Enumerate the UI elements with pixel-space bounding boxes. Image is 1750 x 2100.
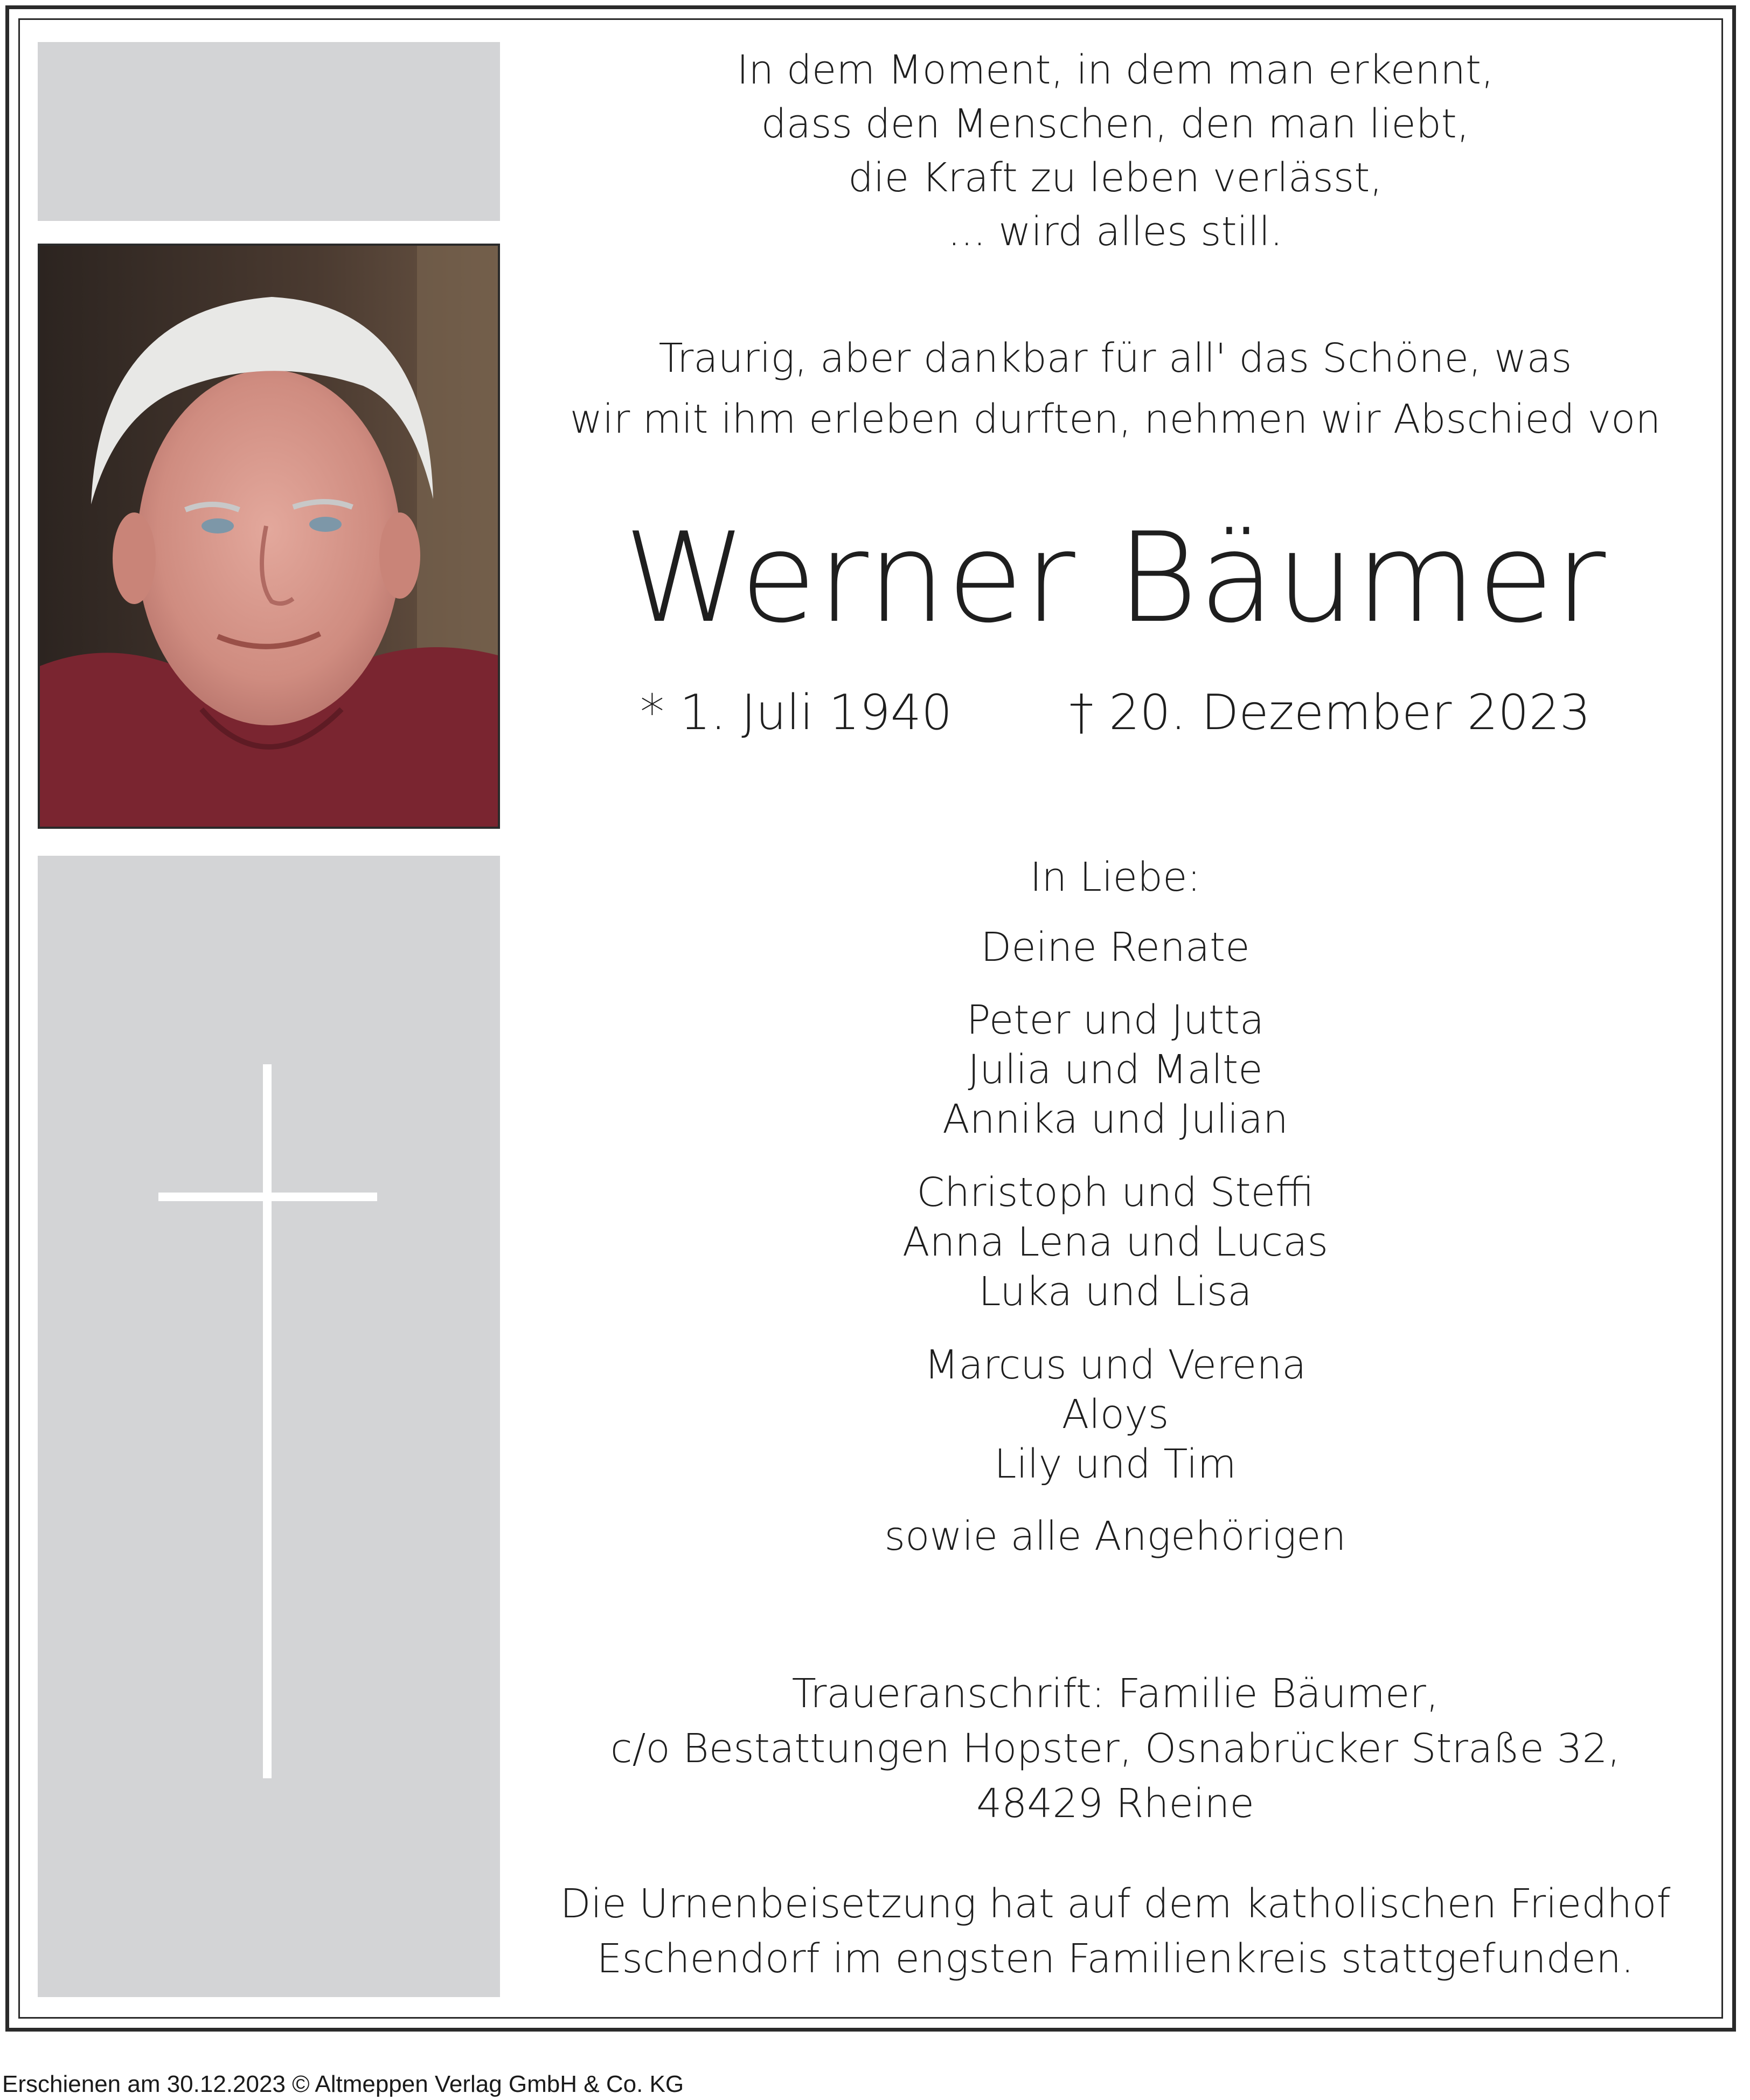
poem-line: die Kraft zu leben verlässt, bbox=[848, 155, 1383, 201]
decorative-panel-top bbox=[38, 42, 500, 221]
mourner-line: Luka und Lisa bbox=[978, 1269, 1252, 1315]
address-line: c/o Bestattungen Hopster, Osnabrücker Straße 32, bbox=[610, 1725, 1621, 1772]
mourner-line: Deine Renate bbox=[981, 924, 1250, 971]
poem-line: In dem Moment, in dem man erkennt, bbox=[737, 47, 1494, 93]
mourner-line: Aloys bbox=[1061, 1391, 1169, 1438]
portrait-photo bbox=[38, 244, 500, 829]
burial-line: Die Urnenbeisetzung hat auf dem katholischen Friedhof bbox=[560, 1881, 1671, 1927]
poem-line: dass den Menschen, den man liebt, bbox=[761, 101, 1470, 147]
intro-line: wir mit ihm erleben durften, nehmen wir Abschied von bbox=[570, 396, 1661, 442]
cross-icon-horizontal bbox=[158, 1193, 377, 1201]
deceased-name: Werner Bäumer bbox=[623, 507, 1607, 650]
mourner-line: Marcus und Verena bbox=[924, 1342, 1307, 1388]
mourner-line: Lily und Tim bbox=[994, 1441, 1237, 1487]
poem-line: ... wird alles still. bbox=[948, 209, 1283, 255]
mourner-line: Christoph und Steffi bbox=[916, 1169, 1314, 1216]
mourners-heading: In Liebe: bbox=[1030, 854, 1201, 900]
address-line: Traueranschrift: Familie Bäumer, bbox=[791, 1671, 1439, 1717]
publication-note: Erschienen am 30.12.2023 © Altmeppen Verlag GmbH & Co. KG bbox=[2, 2071, 684, 2097]
life-dates bbox=[539, 684, 1692, 741]
birth-date: * 1. Juli 1940 bbox=[640, 684, 953, 741]
mourner-line: Anna Lena und Lucas bbox=[902, 1219, 1329, 1265]
mourner-line: Peter und Jutta bbox=[966, 997, 1265, 1043]
death-date: † 20. Dezember 2023 bbox=[1069, 684, 1591, 741]
intro-line: Traurig, aber dankbar für all' das Schöne, was bbox=[658, 335, 1572, 382]
address-line: 48429 Rheine bbox=[976, 1780, 1254, 1827]
mourner-line: Annika und Julian bbox=[942, 1096, 1288, 1142]
burial-line: Eschendorf im engsten Familienkreis stattgefunden. bbox=[596, 1936, 1634, 1982]
cross-icon-vertical bbox=[263, 1064, 272, 1778]
mourner-line: Julia und Malte bbox=[968, 1046, 1263, 1093]
mourner-line: sowie alle Angehörigen bbox=[884, 1513, 1346, 1560]
